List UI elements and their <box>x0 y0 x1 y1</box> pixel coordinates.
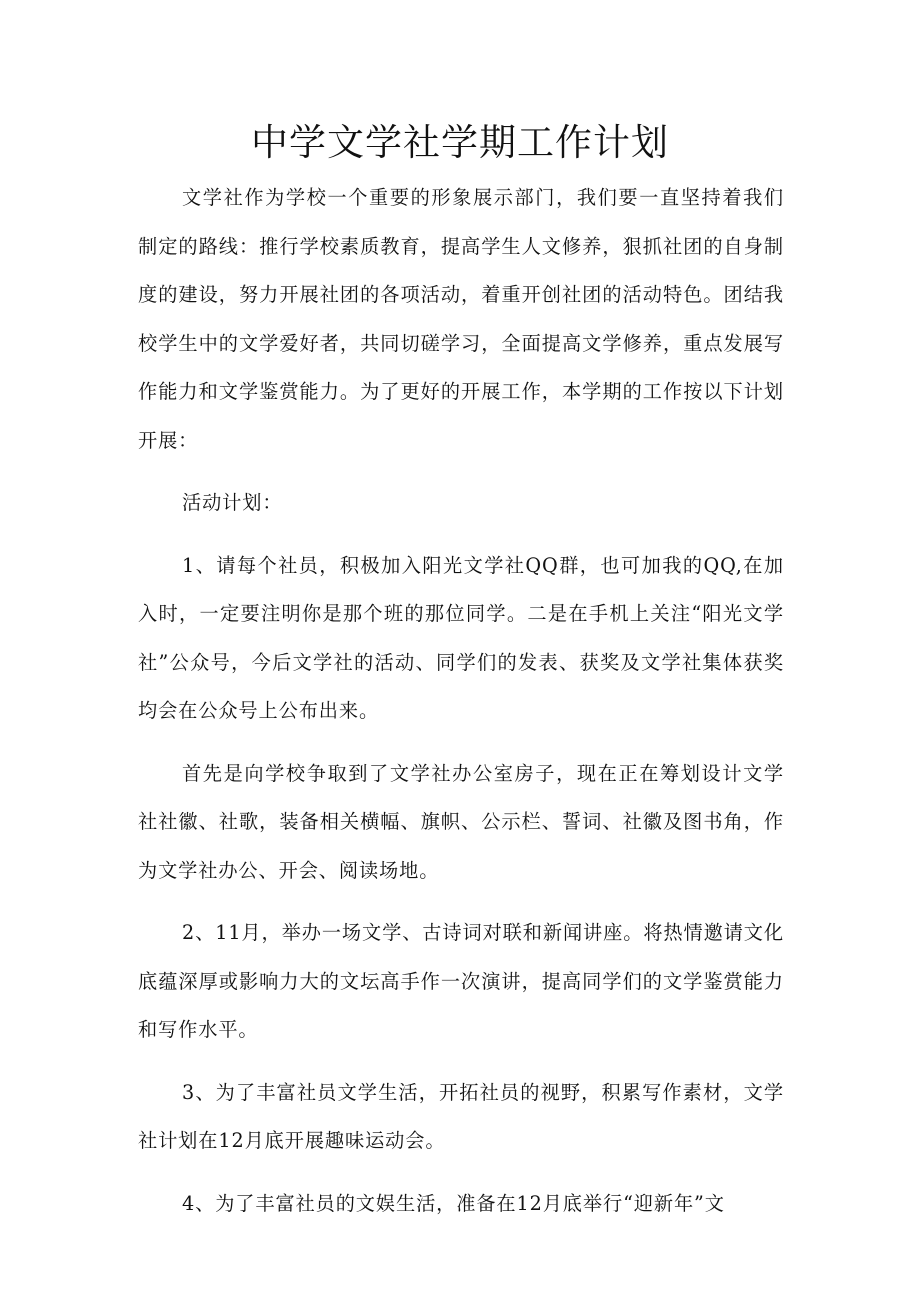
document-body <box>138 174 784 1228</box>
paragraph-intro: 文学社作为学校一个重要的形象展示部门，我们要一直坚持着我们制定的路线：推行学校素质教育，提高学生人文修养，狠抓社团的自身制度的建设，努力开展社团的各项活动，着重开创社团的活动特色。团结我校学生中的文学爱好者，共同切磋学习，全面提高文学修养，重点发展写作能力和文学鉴赏能力。为了更好的开展工作，本学期的工作按以下计划开展： <box>138 186 784 452</box>
paragraph-item-2: 2、11月，举办一场文学、古诗词对联和新闻讲座。将热情邀请文化底蕴深厚或影响力大的文坛高手作一次演讲，提高同学们的文学鉴赏能力和写作水平。 <box>138 921 784 1041</box>
paragraph-item-3: 3、为了丰富社员文学生活，开拓社员的视野，积累写作素材，文学社计划在12月底开展趣味运动会。 <box>138 1080 784 1152</box>
paragraph-item-4: 4、为了丰富社员的文娱生活，准备在12月底举行“迎新年”文 <box>182 1191 725 1215</box>
document-title: 中学文学社学期工作计划 <box>251 121 669 164</box>
paragraph-office: 首先是向学校争取到了文学社办公室房子，现在正在筹划设计文学社社徽、社歌，装备相关横幅、旗帜、公示栏、誓词、社徽及图书角，作为文学社办公、开会、阅读场地。 <box>138 761 784 882</box>
paragraph-activity-heading: 活动计划： <box>182 491 283 514</box>
paragraph-item-1: 1、请每个社员，积极加入阳光文学社QQ群，也可加我的QQ,在加入时，一定要注明你是那个班的那位同学。二是在手机上关注“阳光文学社”公众号，今后文学社的活动、同学们的发表、获奖及文学社集体获奖均会在公众号上公布出来。 <box>138 553 784 722</box>
